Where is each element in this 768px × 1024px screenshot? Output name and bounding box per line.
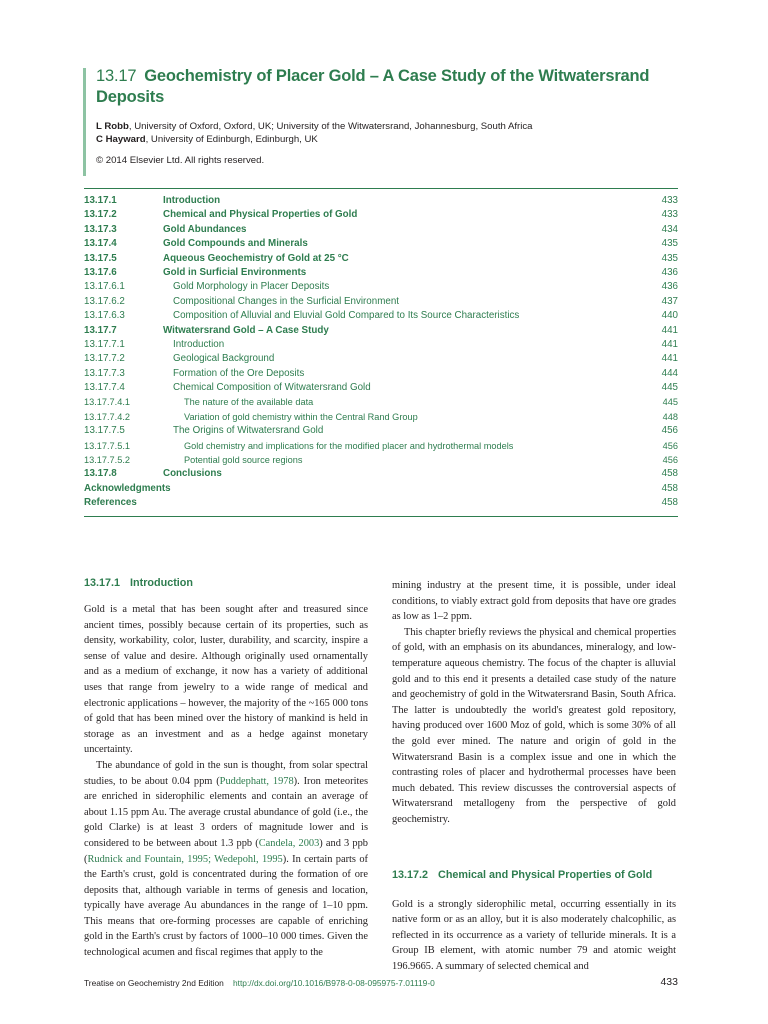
- toc-number: 13.17.7.4.2: [84, 411, 130, 422]
- toc-number: 13.17.6.1: [84, 281, 125, 293]
- paragraph: Gold is a strongly siderophilic metal, occurring essentially in its native form or as an alloy, but it is also moderately chalcophilic, as reflected in its occurrence as a variety of telluride minerals. It is a Group IB element, with atomic number 79 and atomic weight 196.9665. A summary of selected chemical and: [392, 898, 676, 972]
- toc-title[interactable]: Gold Abundances: [163, 223, 247, 235]
- toc-entry[interactable]: [84, 395, 678, 409]
- toc-page: 435: [661, 238, 678, 250]
- chapter-title-text: Geochemistry of Placer Gold – A Case Study of the Witwatersrand Deposits: [96, 67, 650, 106]
- author-affiliation: , University of Oxford, Oxford, UK; University of the Witwatersrand, Johannesburg, South Africa: [128, 121, 533, 132]
- toc-title[interactable]: The Origins of Witwatersrand Gold: [173, 425, 324, 437]
- toc-entry[interactable]: [84, 467, 678, 481]
- chapter-header: [96, 66, 696, 166]
- toc-title[interactable]: Aqueous Geochemistry of Gold at 25 °C: [163, 252, 349, 264]
- toc-title[interactable]: The nature of the available data: [184, 397, 314, 408]
- toc-page: 445: [661, 382, 678, 394]
- toc-entry[interactable]: [84, 266, 678, 280]
- doi-link[interactable]: http://dx.doi.org/10.1016/B978-0-08-095975-7.01119-0: [233, 978, 435, 988]
- toc-title[interactable]: Variation of gold chemistry within the Central Rand Group: [184, 411, 418, 422]
- toc-title[interactable]: Witwatersrand Gold – A Case Study: [163, 324, 329, 336]
- toc-entry[interactable]: [84, 252, 678, 266]
- citation-link[interactable]: Candela, 2003: [258, 837, 320, 849]
- journal-name: Treatise on Geochemistry 2nd Edition: [84, 978, 224, 988]
- text-run: ). In certain parts of the Earth's crust, gold is concentrated during the formation of ore deposits that, although variable in terms of genesis and location, typically have average Au abundances in the range of 1–10 ppm. This means that ore-forming processes are capable of enriching gold in the Earth's crust by factors of 1000–10 000 times. Given the technological acumen and fiscal regimes that apply to the: [84, 853, 368, 959]
- toc-title[interactable]: Geological Background: [173, 353, 275, 365]
- body-column-right: [392, 578, 676, 974]
- toc-title[interactable]: Gold Compounds and Minerals: [163, 238, 308, 250]
- toc-entry[interactable]: [84, 295, 678, 309]
- section-title: Introduction: [130, 577, 193, 589]
- author-name: C Hayward: [96, 134, 146, 145]
- section-title: Chemical and Physical Properties of Gold: [438, 868, 653, 881]
- text-run: ). Iron meteorites are enriched in siderophilic elements and contain an average of about 1.15 ppm Au. The average crustal abundance of gold (i.e., the gold Clarke) is at least 3 orders of magnitude lower and is considered to be between about 1.3 ppb (: [84, 775, 369, 849]
- toc-title[interactable]: Potential gold source regions: [184, 455, 303, 466]
- author-name: L Robb: [96, 121, 129, 132]
- toc-title[interactable]: Compositional Changes in the Surficial Environment: [173, 295, 399, 307]
- toc-page: 456: [661, 425, 678, 437]
- toc-title[interactable]: Chemical Composition of Witwatersrand Gold: [173, 382, 371, 394]
- title-accent-bar: [83, 68, 86, 176]
- toc-title[interactable]: Gold chemistry and implications for the modified placer and hydrothermal models: [184, 440, 514, 451]
- toc-entry[interactable]: [84, 194, 678, 208]
- section-heading-properties: [392, 868, 676, 882]
- toc-number: 13.17.2: [84, 209, 117, 221]
- toc-page: 444: [661, 367, 678, 379]
- toc-title[interactable]: Introduction: [173, 338, 225, 350]
- toc-number: 13.17.7: [84, 324, 117, 336]
- text-run: The abundance of gold in the sun is thought, from solar spectral studies, to be about 0.04 ppm (: [84, 759, 368, 787]
- chapter-title: [96, 66, 696, 108]
- toc-page: 437: [661, 295, 678, 307]
- toc-entry[interactable]: [84, 381, 678, 395]
- toc-page: 441: [661, 338, 678, 350]
- toc-page: 435: [661, 252, 678, 264]
- paragraph: [84, 758, 368, 961]
- toc-page: 456: [662, 455, 678, 466]
- toc-number: 13.17.7.5.1: [84, 440, 130, 451]
- toc-entry[interactable]: [84, 367, 678, 381]
- toc-number: 13.17.7.1: [84, 338, 125, 350]
- copyright-notice: © 2014 Elsevier Ltd. All rights reserved.: [96, 155, 265, 166]
- toc-number: 13.17.7.5: [84, 425, 125, 437]
- author-line: [96, 133, 696, 146]
- toc-title[interactable]: Chemical and Physical Properties of Gold: [163, 209, 358, 221]
- body-column-left: [84, 576, 368, 961]
- author-list: [96, 120, 696, 146]
- toc-entry[interactable]: [84, 223, 678, 237]
- page-number: 433: [660, 976, 678, 988]
- toc-entry[interactable]: [84, 338, 678, 352]
- toc-entry[interactable]: [84, 439, 678, 453]
- toc-number: 13.17.7.3: [84, 367, 125, 379]
- toc-entry[interactable]: [84, 324, 678, 338]
- toc-page: 440: [661, 310, 678, 322]
- toc-title[interactable]: Conclusions: [163, 468, 222, 480]
- toc-page: 433: [661, 209, 678, 221]
- toc-page: 448: [662, 411, 678, 422]
- toc-number: 13.17.7.2: [84, 353, 125, 365]
- toc-title[interactable]: Acknowledgments: [84, 482, 171, 494]
- toc-entry[interactable]: [84, 482, 678, 496]
- toc-entry[interactable]: [84, 424, 678, 438]
- toc-page: 441: [661, 353, 678, 365]
- toc-page: 456: [662, 440, 678, 451]
- toc-page: 441: [661, 324, 678, 336]
- toc-number: 13.17.6: [84, 266, 117, 278]
- section-heading-introduction: [84, 576, 368, 590]
- toc-title[interactable]: References: [84, 497, 137, 509]
- toc-entry[interactable]: [84, 237, 678, 251]
- section-number: 13.17.1: [84, 577, 121, 589]
- toc-page: 458: [661, 482, 678, 494]
- paragraph: mining industry at the present time, it is possible, under ideal conditions, to viably extract gold from deposits that have ore grades as low as 1–2 ppm.: [392, 580, 676, 623]
- table-of-contents: [84, 188, 678, 517]
- toc-page: 436: [661, 281, 678, 293]
- toc-title[interactable]: Formation of the Ore Deposits: [173, 367, 305, 379]
- toc-number: 13.17.6.3: [84, 310, 125, 322]
- toc-entry[interactable]: [84, 208, 678, 222]
- author-line: [96, 120, 696, 133]
- toc-number: 13.17.1: [84, 195, 117, 206]
- toc-entry[interactable]: [84, 410, 678, 424]
- paragraph: Gold is a metal that has been sought after and treasured since ancient times, possibly because certain of its properties, such as density, workability, color, luster, durability, and scarcity, inspire a sense of value and desire. Although originally used ornamentally and as a medium of exchange, it now has a variety of additional uses that range from jewelry to a wide range of medical and electronic applications – however, the majority of the ~165 000 tons of gold that has been mined over the history of mankind is held in storage as an investment and as a hedge against monetary uncertainty.: [84, 604, 368, 756]
- toc-entry[interactable]: [84, 309, 678, 323]
- toc-number: 13.17.8: [84, 468, 117, 480]
- toc-title[interactable]: Gold Morphology in Placer Deposits: [173, 281, 330, 293]
- toc-number: 13.17.4: [84, 238, 117, 250]
- toc-entry[interactable]: [84, 453, 678, 467]
- toc-title[interactable]: Composition of Alluvial and Eluvial Gold Compared to Its Source Characteristics: [173, 310, 520, 322]
- toc-entry[interactable]: [84, 352, 678, 366]
- toc-entry[interactable]: [84, 496, 678, 510]
- toc-number: 13.17.7.5.2: [84, 455, 130, 466]
- chapter-number: 13.17: [96, 67, 137, 85]
- toc-page: 436: [661, 266, 678, 278]
- toc-page: 434: [661, 223, 678, 235]
- toc-title[interactable]: Introduction: [163, 195, 221, 206]
- toc-number: 13.17.5: [84, 252, 117, 264]
- toc-title[interactable]: Gold in Surficial Environments: [163, 266, 307, 278]
- toc-number: 13.17.3: [84, 223, 117, 235]
- toc-page: 445: [662, 397, 678, 408]
- toc-entry[interactable]: [84, 280, 678, 294]
- toc-page: 433: [661, 195, 678, 206]
- citation-link[interactable]: Puddephatt, 1978: [219, 775, 294, 787]
- toc-page: 458: [661, 468, 678, 480]
- toc-number: 13.17.7.4: [84, 382, 125, 394]
- citation-link[interactable]: Rudnick and Fountain, 1995; Wedepohl, 1995: [87, 853, 283, 865]
- toc-number: 13.17.6.2: [84, 295, 125, 307]
- paragraph: This chapter briefly reviews the physical and chemical properties of gold, with an emphasis on its abundances, mineralogy, and low-temperature aqueous chemistry. The focus of the chapter is alluvial gold and to this end it presents a detailed case study of the nature and geochemistry of gold in the Witwatersrand Basin, South Africa. The latter is undoubtedly the world's greatest gold repository, having produced over 1600 Moz of gold, which is some 30% of all the gold ever mined. The nature and origin of gold in the Witwatersrand Basin is a complex issue and one in which the contrasting roles of placer and hydrothermal processes have been much debated. This review discusses the controversial aspects of Witwatersrand metallogeny from the perspective of gold geochemistry.: [392, 626, 676, 825]
- toc-page: 458: [661, 497, 678, 509]
- toc-number: 13.17.7.4.1: [84, 397, 130, 408]
- section-number: 13.17.2: [392, 868, 429, 881]
- text-run: ) and 3 ppb (: [84, 837, 368, 865]
- author-affiliation: , University of Edinburgh, Edinburgh, UK: [145, 134, 318, 145]
